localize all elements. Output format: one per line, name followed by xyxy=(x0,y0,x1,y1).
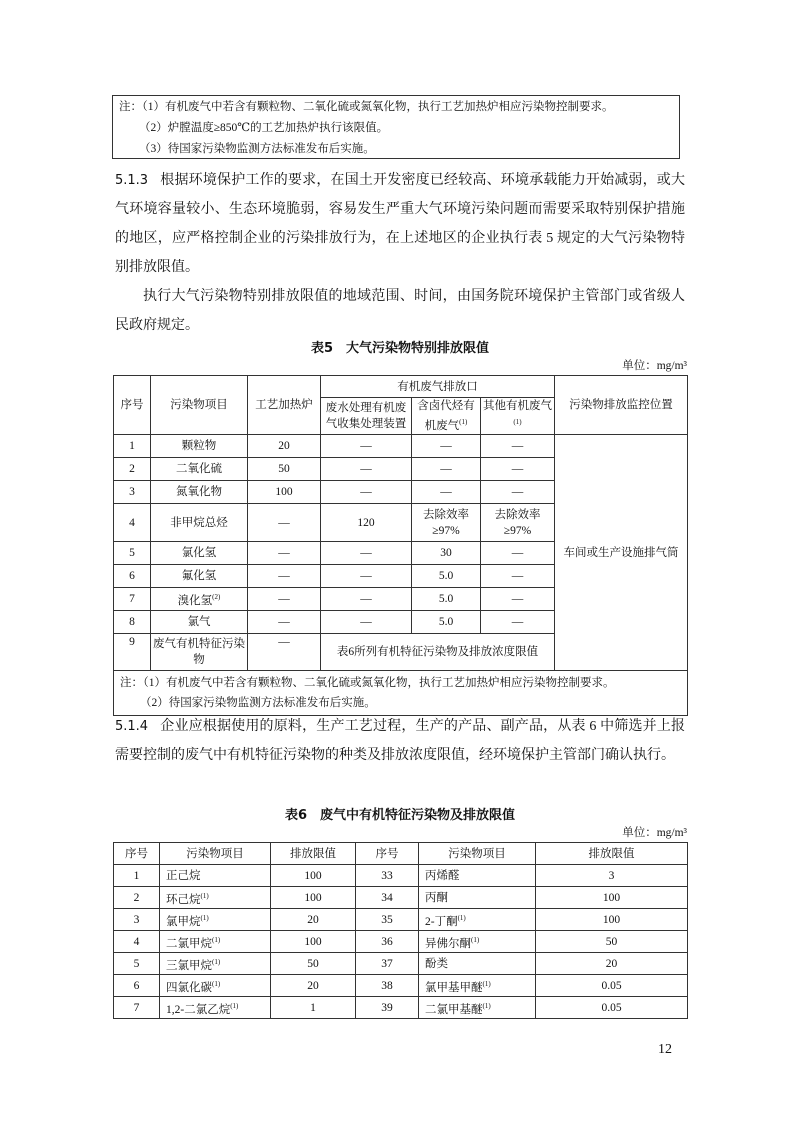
furnace-cell xyxy=(248,611,321,634)
header-cell-text: 污染物项目 xyxy=(448,847,506,860)
header-cell-text: 排放限值 xyxy=(588,847,635,860)
wastewater-cell xyxy=(321,588,412,611)
footnote-ref: (1) xyxy=(212,935,221,944)
limit-cell xyxy=(271,997,356,1019)
halo-cell xyxy=(412,565,481,588)
other-cell xyxy=(481,611,555,634)
furnace-cell xyxy=(248,481,321,504)
header-location: 污染物排放监控位置 xyxy=(555,376,688,435)
table-row xyxy=(114,975,688,997)
seq-cell xyxy=(356,975,419,997)
seq-cell xyxy=(356,909,419,931)
limit-cell xyxy=(536,887,688,909)
seq-cell xyxy=(114,909,160,931)
header-cell xyxy=(114,843,160,865)
seq-cell-text: 4 xyxy=(129,516,135,529)
limit-cell-text: 100 xyxy=(304,935,322,948)
limit-cell-text: 1 xyxy=(310,1001,316,1014)
item-cell-text: 氮氧化物 xyxy=(176,486,222,498)
wastewater-cell xyxy=(321,565,412,588)
page-number: 12 xyxy=(658,1042,672,1057)
header-organic-group: 有机废气排放口 xyxy=(321,376,555,398)
seq-cell xyxy=(356,997,419,1019)
furnace-cell-text: — xyxy=(278,547,290,559)
other-cell-text: — xyxy=(511,570,524,582)
section-text-2: 执行大气污染物特别排放限值的地域范围、时间，由国务院环境保护主管部门或省级人民政府规定。 xyxy=(115,289,685,333)
limit-cell-text: 20 xyxy=(605,957,618,970)
limit-cell xyxy=(271,865,356,887)
halo-cell-text: 5.0 xyxy=(438,616,454,628)
footnote-ref: (1) xyxy=(457,913,466,922)
item-cell xyxy=(151,435,248,458)
item-cell xyxy=(160,865,271,887)
halo-cell-text: — xyxy=(440,440,452,452)
furnace-cell xyxy=(248,634,321,671)
table-row xyxy=(114,887,688,909)
wastewater-cell-text: — xyxy=(360,463,372,475)
limit-cell-text: 0.05 xyxy=(601,1001,622,1014)
footnote-ref: (1) xyxy=(471,935,480,944)
item-cell-text: 1,2-二氯乙烷 xyxy=(166,1003,231,1016)
limit-cell-text: 50 xyxy=(605,935,618,948)
item-cell xyxy=(419,975,536,997)
wastewater-cell xyxy=(321,435,412,458)
limit-cell xyxy=(271,887,356,909)
furnace-cell xyxy=(248,504,321,542)
other-cell-text: — xyxy=(511,486,524,498)
seq-cell-text: 38 xyxy=(381,979,393,992)
seq-cell xyxy=(114,634,151,671)
footnote-ref: (1) xyxy=(200,891,209,900)
item-cell xyxy=(160,997,271,1019)
item-cell xyxy=(419,931,536,953)
seq-cell-text: 2 xyxy=(133,891,140,904)
note: 注：（1）有机废气中若含有颗粒物、二氧化硫或氮氧化物，执行工艺加热炉相应污染物控制要求。 xyxy=(120,677,615,689)
footnote-ref: (1) xyxy=(230,1001,239,1010)
other-cell xyxy=(481,435,555,458)
seq-cell-text: 3 xyxy=(133,913,140,926)
other-cell-text: — xyxy=(511,547,524,559)
header-cell xyxy=(160,843,271,865)
limit-cell xyxy=(536,997,688,1019)
furnace-cell xyxy=(248,565,321,588)
wastewater-cell-text: — xyxy=(360,547,372,559)
seq-cell xyxy=(356,887,419,909)
halo-cell xyxy=(412,504,481,542)
seq-cell-text: 36 xyxy=(381,935,393,948)
location-cell xyxy=(555,435,688,671)
item-cell-text: 非甲烷总烃 xyxy=(170,516,228,529)
limit-cell-text: 100 xyxy=(304,869,322,882)
limit-cell xyxy=(271,909,356,931)
header-cell xyxy=(419,843,536,865)
item-cell-text: 丙烯醛 xyxy=(425,869,460,882)
footnote-ref: (1) xyxy=(482,1001,491,1010)
seq-cell xyxy=(114,565,151,588)
item-cell-text: 氯甲烷 xyxy=(166,915,201,928)
footnote-ref: (2) xyxy=(212,593,221,602)
item-cell xyxy=(151,634,248,671)
item-cell xyxy=(151,481,248,504)
item-cell-text: 氯甲基甲醚 xyxy=(425,981,483,994)
wastewater-cell-text: — xyxy=(360,570,372,582)
header-cell-text: 排放限值 xyxy=(290,847,336,860)
header-cell xyxy=(536,843,688,865)
header-wastewater: 废水处理有机废气收集处理装置 xyxy=(321,398,412,435)
other-cell-text: — xyxy=(511,440,524,452)
halo-cell xyxy=(412,435,481,458)
halo-cell-text: 去除效率≥97% xyxy=(423,508,469,537)
limit-cell-text: 20 xyxy=(307,979,319,992)
item-cell xyxy=(160,931,271,953)
item-cell-text: 酚类 xyxy=(425,957,448,970)
footnote-ref: (1) xyxy=(482,979,491,988)
table5-notes xyxy=(114,671,688,716)
furnace-cell xyxy=(248,435,321,458)
furnace-cell xyxy=(248,458,321,481)
footnote-ref: (1) xyxy=(212,957,221,966)
limit-cell-text: 0.05 xyxy=(601,979,622,992)
location-cell-text: 车间或生产设施排气筒 xyxy=(563,546,679,559)
item-cell-text: 丙酮 xyxy=(425,891,448,904)
footnote-ref: (1) xyxy=(459,418,468,427)
furnace-cell-text: 20 xyxy=(278,440,290,452)
seq-cell xyxy=(114,458,151,481)
header-cell-text: 污染物项目 xyxy=(186,847,244,860)
item-cell-text: 二氯甲基醚 xyxy=(425,1003,483,1016)
seq-cell-text: 7 xyxy=(129,593,135,605)
furnace-cell-text: — xyxy=(278,616,290,628)
item-cell xyxy=(419,865,536,887)
merged-cell xyxy=(321,634,555,671)
item-cell-text: 颗粒物 xyxy=(181,440,217,452)
limit-cell-text: 100 xyxy=(602,891,621,904)
section-text: 根据环境保护工作的要求，在国土开发密度已经较高、环境承载能力开始减弱，或大气环境容量较小、生态环境脆弱，容易发生严重大气环境污染问题而需要采取特别保护措施的地区，应严格控制企业的污染排放行为，在上述地区的企业执行表 5 规定的大气污染物特别排放限值。 xyxy=(115,173,685,275)
wastewater-cell xyxy=(321,481,412,504)
section-text: 企业应根据使用的原料，生产工艺过程，生产的产品、副产品，从表 6 中筛选并上报需要控制的废气中有机特征污染物的种类及排放浓度限值，经环境保护主管部门确认执行。 xyxy=(115,719,685,763)
section-5-1-3 xyxy=(115,166,685,340)
seq-cell-text: 8 xyxy=(129,616,135,628)
seq-cell-text: 1 xyxy=(129,440,135,452)
seq-cell-text: 37 xyxy=(381,957,393,970)
limit-cell xyxy=(536,975,688,997)
seq-cell-text: 1 xyxy=(133,869,140,882)
limit-cell-text: 100 xyxy=(304,891,322,904)
table6 xyxy=(113,842,688,1019)
limit-cell xyxy=(536,865,688,887)
note-3: （3）待国家污染物监测方法标准发布后实施。 xyxy=(139,143,375,155)
table-row xyxy=(114,865,688,887)
seq-cell-text: 3 xyxy=(129,486,135,498)
table6-title: 表6 废气中有机特征污染物及排放限值 xyxy=(284,808,516,823)
seq-cell-text: 5 xyxy=(129,547,135,559)
item-cell-text: 氯化氢 xyxy=(181,547,217,559)
wastewater-cell xyxy=(321,458,412,481)
limit-cell-text: 50 xyxy=(307,957,319,970)
footnote-ref: (1) xyxy=(212,979,221,988)
item-cell xyxy=(160,953,271,975)
header-other xyxy=(481,398,555,435)
item-cell xyxy=(160,909,271,931)
halo-cell xyxy=(412,588,481,611)
limit-cell xyxy=(536,909,688,931)
item-cell xyxy=(151,504,248,542)
seq-cell-text: 6 xyxy=(133,979,140,992)
header-cell xyxy=(271,843,356,865)
other-cell xyxy=(481,458,555,481)
other-cell xyxy=(481,588,555,611)
table6-unit: 单位：mg/m³ xyxy=(622,827,687,839)
header-seq: 序号 xyxy=(114,376,151,435)
seq-cell xyxy=(114,588,151,611)
other-cell-text: — xyxy=(511,463,524,475)
other-cell xyxy=(481,481,555,504)
wastewater-cell-text: — xyxy=(360,440,372,452)
item-cell xyxy=(419,997,536,1019)
furnace-cell-text: 50 xyxy=(278,463,290,475)
section-5-1-4 xyxy=(115,712,685,770)
header-item: 污染物项目 xyxy=(151,376,248,435)
seq-cell xyxy=(114,887,160,909)
limit-cell-text: 3 xyxy=(608,869,615,882)
halo-cell-text: — xyxy=(440,486,452,498)
seq-cell xyxy=(356,931,419,953)
seq-cell xyxy=(114,865,160,887)
halo-cell xyxy=(412,458,481,481)
note: （2）待国家污染物监测方法标准发布后实施。 xyxy=(140,697,376,709)
halo-cell-text: 5.0 xyxy=(438,570,454,582)
halo-cell-text: 30 xyxy=(440,547,452,559)
item-cell xyxy=(160,887,271,909)
table-row xyxy=(114,953,688,975)
wastewater-cell-text: — xyxy=(360,486,372,498)
seq-cell xyxy=(114,611,151,634)
seq-cell xyxy=(114,931,160,953)
seq-cell xyxy=(356,865,419,887)
limit-cell-text: 100 xyxy=(602,913,621,926)
furnace-cell xyxy=(248,542,321,565)
other-cell-text: — xyxy=(511,593,524,605)
item-cell xyxy=(160,975,271,997)
table-row xyxy=(114,909,688,931)
item-cell-text: 溴化氢 xyxy=(177,594,213,607)
item-cell-text: 环己烷 xyxy=(166,893,201,906)
header-row xyxy=(114,843,688,865)
furnace-cell-text: — xyxy=(278,636,290,648)
table5-unit: 单位：mg/m³ xyxy=(622,360,687,372)
wastewater-cell-text: 120 xyxy=(357,516,375,529)
item-cell xyxy=(151,542,248,565)
wastewater-cell xyxy=(321,504,412,542)
wastewater-cell xyxy=(321,611,412,634)
furnace-cell-text: — xyxy=(278,570,290,582)
seq-cell xyxy=(114,542,151,565)
other-cell xyxy=(481,542,555,565)
header-cell-text: 序号 xyxy=(125,847,148,860)
halo-cell xyxy=(412,542,481,565)
item-cell-text: 氟化氢 xyxy=(181,570,217,582)
other-cell-text: 去除效率≥97% xyxy=(494,508,541,537)
footnote-ref: (1) xyxy=(200,913,209,922)
other-cell xyxy=(481,565,555,588)
seq-cell-text: 39 xyxy=(381,1001,393,1014)
note-1: 注：（1）有机废气中若含有颗粒物、二氧化硫或氮氧化物，执行工艺加热炉相应污染物控制要求。 xyxy=(119,101,614,113)
seq-cell-text: 4 xyxy=(133,935,140,948)
header-cell xyxy=(356,843,419,865)
seq-cell-text: 6 xyxy=(129,570,135,582)
seq-cell xyxy=(356,953,419,975)
item-cell-text: 异佛尔酮 xyxy=(425,937,471,950)
seq-cell-text: 35 xyxy=(381,913,393,926)
seq-cell xyxy=(114,504,151,542)
item-cell-text: 二氯甲烷 xyxy=(166,937,212,950)
table5-title: 表5 大气污染物特别排放限值 xyxy=(310,341,490,356)
wastewater-cell-text: — xyxy=(360,616,372,628)
table-row xyxy=(114,997,688,1019)
limit-cell xyxy=(271,975,356,997)
seq-cell-text: 5 xyxy=(133,957,140,970)
seq-cell-text: 9 xyxy=(129,636,135,648)
header-other-label: 其他有机废气 xyxy=(483,400,552,413)
item-cell xyxy=(151,565,248,588)
merged-cell-text: 表6所列有机特征污染物及排放浓度限值 xyxy=(336,646,539,658)
seq-cell-text: 7 xyxy=(133,1001,140,1014)
item-cell-text: 三氯甲烷 xyxy=(166,959,212,972)
seq-cell xyxy=(114,481,151,504)
item-cell-text: 2-丁酮 xyxy=(425,915,458,928)
table-row xyxy=(114,435,688,458)
header-cell-text: 序号 xyxy=(375,847,399,860)
halo-cell xyxy=(412,611,481,634)
furnace-cell-text: — xyxy=(278,593,290,605)
limit-cell xyxy=(271,953,356,975)
section-number: 5.1.4 xyxy=(115,719,149,734)
seq-cell-text: 33 xyxy=(381,869,393,882)
halo-cell-text: 5.0 xyxy=(438,593,454,605)
limit-cell-text: 20 xyxy=(307,913,319,926)
header-halo-label: 含卤代烃有机废气 xyxy=(417,400,475,432)
item-cell xyxy=(419,953,536,975)
previous-table-notes xyxy=(112,95,680,159)
halo-cell-text: — xyxy=(440,463,452,475)
furnace-cell-text: — xyxy=(278,516,290,529)
header-furnace: 工艺加热炉 xyxy=(248,376,321,435)
item-cell xyxy=(151,588,248,611)
item-cell-text: 氯气 xyxy=(187,616,211,628)
furnace-cell xyxy=(248,588,321,611)
furnace-cell-text: 100 xyxy=(275,486,293,498)
wastewater-cell-text: — xyxy=(360,593,372,605)
section-number: 5.1.3 xyxy=(115,173,149,188)
table-notes-row xyxy=(114,671,688,716)
other-cell-text: — xyxy=(511,616,524,628)
wastewater-cell xyxy=(321,542,412,565)
item-cell-text: 二氧化硫 xyxy=(176,463,222,475)
seq-cell xyxy=(114,997,160,1019)
item-cell xyxy=(151,611,248,634)
seq-cell-text: 2 xyxy=(129,463,135,475)
item-cell-text: 正己烷 xyxy=(166,869,201,882)
seq-cell xyxy=(114,975,160,997)
seq-cell xyxy=(114,953,160,975)
table-row xyxy=(114,931,688,953)
footnote-ref: (1) xyxy=(513,418,522,427)
item-cell xyxy=(151,458,248,481)
limit-cell xyxy=(271,931,356,953)
item-cell xyxy=(419,909,536,931)
limit-cell xyxy=(536,931,688,953)
item-cell xyxy=(419,887,536,909)
item-cell-text: 废气有机特征污染物 xyxy=(153,638,245,666)
other-cell xyxy=(481,504,555,542)
table5 xyxy=(113,375,688,716)
halo-cell xyxy=(412,481,481,504)
item-cell-text: 四氯化碳 xyxy=(166,981,212,994)
seq-cell xyxy=(114,435,151,458)
header-halo xyxy=(412,398,481,435)
seq-cell-text: 34 xyxy=(381,891,393,904)
limit-cell xyxy=(536,953,688,975)
note-2: （2）炉膛温度≥850℃的工艺加热炉执行该限值。 xyxy=(139,122,389,134)
